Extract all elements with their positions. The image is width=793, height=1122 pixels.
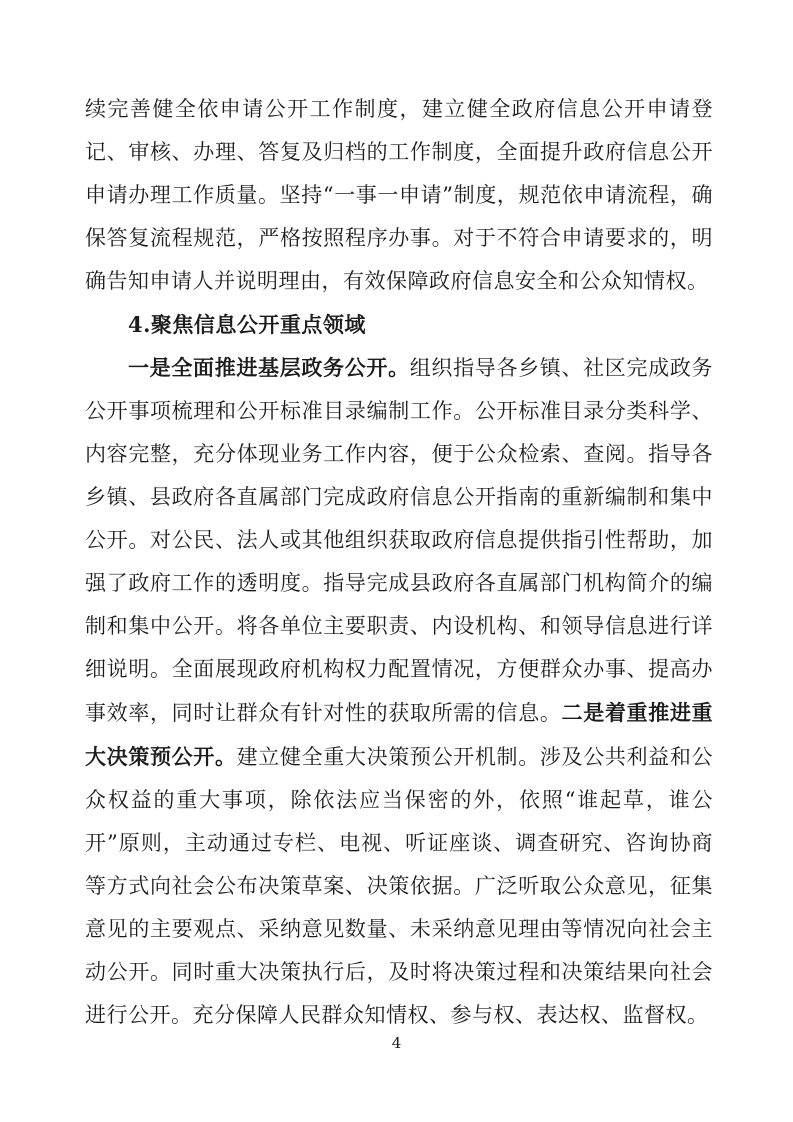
lead-in-grassroots-disclosure: 一是全面推进基层政务公开。	[128, 355, 410, 380]
paragraph-application-disclosure-continued	[85, 88, 713, 303]
paragraph-key-areas	[85, 346, 713, 1037]
paragraph-text: 组织指导各乡镇、社区完成政务公开事项梳理和公开标准目录编制工作。公开标准目录分类科学、内容完整，充分体现业务工作内容，便于公众检索、查阅。指导各乡镇、县政府各直属部门完成政府信息公开指南的重新编制和集中公开。对公民、法人或其他组织获取政府信息提供指引性帮助，加强了政府工作的透明度。指导完成县政府各直属部门机构简介的编制和集中公开。将各单位主要职责、内设机构、和领导信息进行详细说明。全面展现政府机构权力配置情况，方便群众办事、提高办事效率，同时让群众有针对性的获取所需的信息。	[85, 356, 713, 725]
page-number-text: 4	[391, 1034, 402, 1052]
section-heading-text: 4.聚焦信息公开重点领域	[128, 312, 366, 337]
paragraph-text: 建立健全重大决策预公开机制。涉及公共利益和公众权益的重大事项，除依法应当保密的外，依照“谁起草，谁公开”原则，主动通过专栏、电视、听证座谈、调查研究、咨询协商等方式向社会公布决策草案、决策依据。广泛听取公众意见，征集意见的主要观点、采纳意见数量、未采纳意见理由等情况向社会主动公开。同时重大决策执行后，及时将决策过程和决策结果向社会进行公开。充分保障人民群众知情权、参与权、表达权、监督权。	[85, 745, 713, 1027]
lead-in-major-decision-predisclosure: 二是着重推进重大决策预公开。	[85, 700, 714, 769]
page-number	[0, 1032, 793, 1054]
section-heading-4	[85, 303, 713, 346]
document-body	[85, 88, 713, 1037]
paragraph-text: 续完善健全依申请公开工作制度，建立健全政府信息公开申请登记、审核、办理、答复及归档的工作制度，全面提升政府信息公开申请办理工作质量。坚持“一事一申请”制度，规范依申请流程，确保答复流程规范，严格按照程序办事。对于不符合申请要求的，明确告知申请人并说明理由，有效保障政府信息安全和公众知情权。	[85, 97, 713, 293]
